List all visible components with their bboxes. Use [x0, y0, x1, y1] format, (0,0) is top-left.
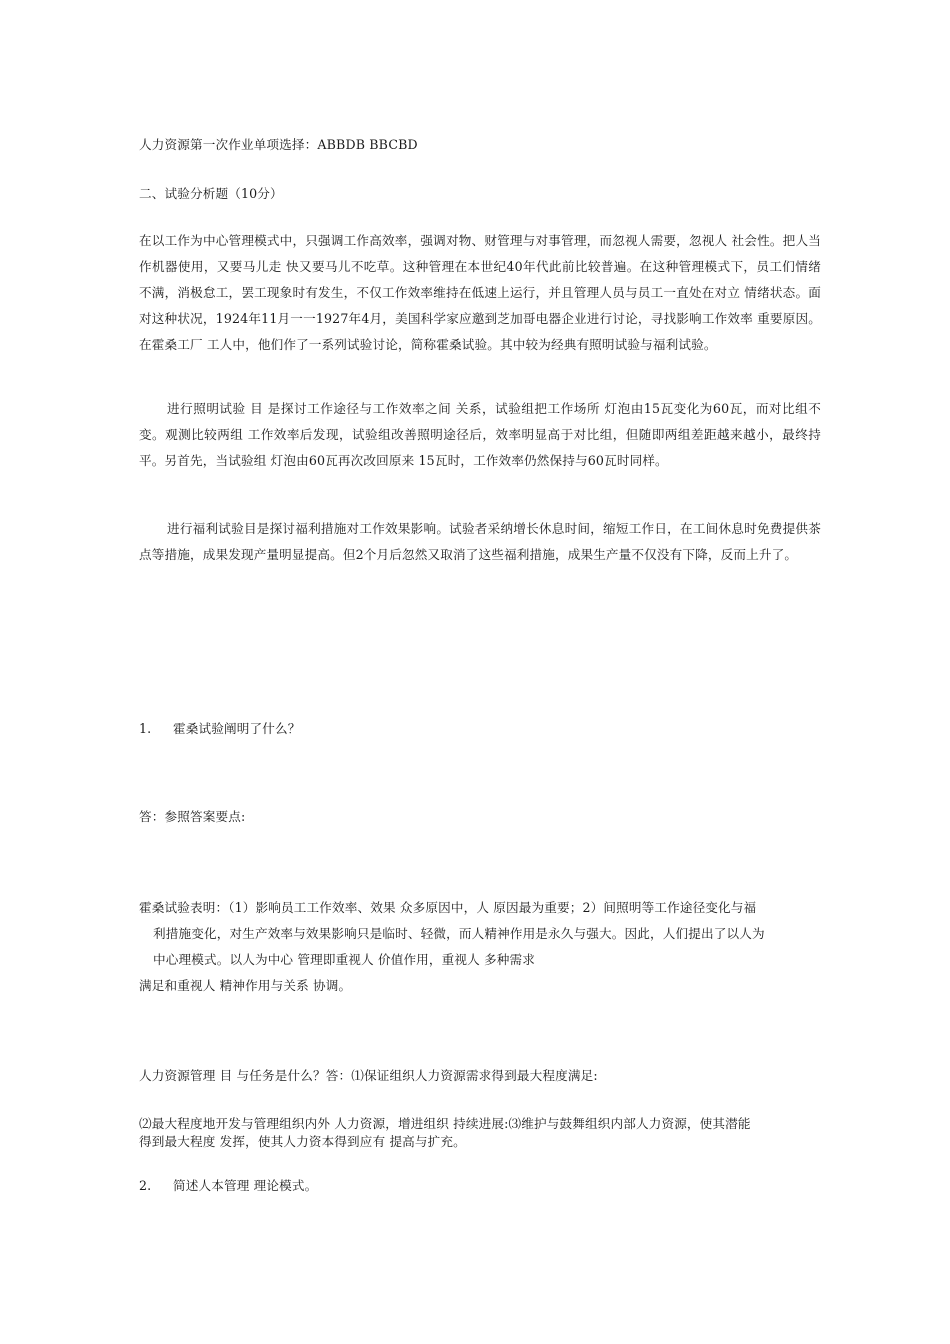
question-1-text: 霍桑试验阐明了什么？ [173, 721, 301, 736]
answer-label: 答：参照答案要点: [139, 809, 246, 824]
welfare-experiment-paragraph: 进行福利试验目是探讨福利措施对工作效果影响。试验者采纳增长休息时间，缩短工作日，在工间休息时免费提供茶点等措施，成果发现产量明显提高。但2个月后忽然又取消了这些福利措施，成果生产量不仅没有下降，反而上升了。 [139, 521, 821, 562]
question-2-text: 简述人本管理 理论模式。 [173, 1178, 318, 1193]
question-1 [139, 720, 821, 738]
question-2-number: 2. [139, 1178, 152, 1193]
lighting-experiment-paragraph: 进行照明试验 目 是探讨工作途径与工作效率之间 关系，试验组把工作场所 灯泡由15瓦变化为60瓦，而对比组不变。观测比较两组 工作效率后发现，试验组改善照明途径后，效率明显高于对比组，但随即两组差距越来越小，最终持平。另首先，当试验组 灯泡由60瓦再次改回原来 15瓦时，工作效率仍然保持与60瓦时同样。 [139, 401, 821, 468]
hr-answer-block [139, 1115, 821, 1151]
answer-line: 满足和重视人 精神作用与关系 协调。 [139, 978, 352, 993]
answer-line: 霍桑试验表明：（1）影响员工工作效率、效果 众多原因中，人 原因最为重要；2）间照明等工作途径变化与福 [139, 900, 757, 915]
answer-block [139, 895, 821, 999]
hr-answer-line: ⑵最大程度地开发与管理组织内外 人力资源，增进组织 持续进展:⑶维护与鼓舞组织内部人力资源，使其潜能 [139, 1116, 751, 1131]
hr-question-line: 人力资源管理 目 与任务是什么？答：⑴保证组织人力资源需求得到最大程度满足: [139, 1068, 598, 1083]
intro-paragraph: 在以工作为中心管理模式中，只强调工作高效率，强调对物、财管理与对事管理，而忽视人需要，忽视人 社会性。把人当作机器使用，又要马儿走 快又要马儿不吃草。这种管理在本世纪40年代此前比较普遍。在这种管理模式下，员工们情绪不满，消极怠工，罢工现象时有发生，不仅工作效率维持在低速上运行，并且管理人员与员工一直处在对立 情绪状态。面对这种状况，1924年11月一一1927年4月，美国科学家应邀到芝加哥电器企业进行讨论，寻找影响工作效率 重要原因。在霍桑工厂 工人中，他们作了一系列试验讨论，简称霍桑试验。其中较为经典有照明试验与福利试验。 [139, 233, 821, 352]
hr-answer-line: 得到最大程度 发挥，使其人力资本得到应有 提高与扩充。 [139, 1134, 466, 1149]
title-line: 人力资源第一次作业单项选择：ABBDB BBCBD [139, 137, 418, 152]
answer-line: 中心理模式。以人为中心 管理即重视人 价值作用，重视人 多种需求 [153, 952, 536, 967]
question-1-number: 1. [139, 721, 152, 736]
section-heading: 二、试验分析题（10分） [139, 186, 283, 201]
question-2 [139, 1177, 821, 1195]
answer-line: 利措施变化，对生产效率与效果影响只是临时、轻微，而人精神作用是永久与强大。因此，人们提出了以人为 [153, 926, 765, 941]
